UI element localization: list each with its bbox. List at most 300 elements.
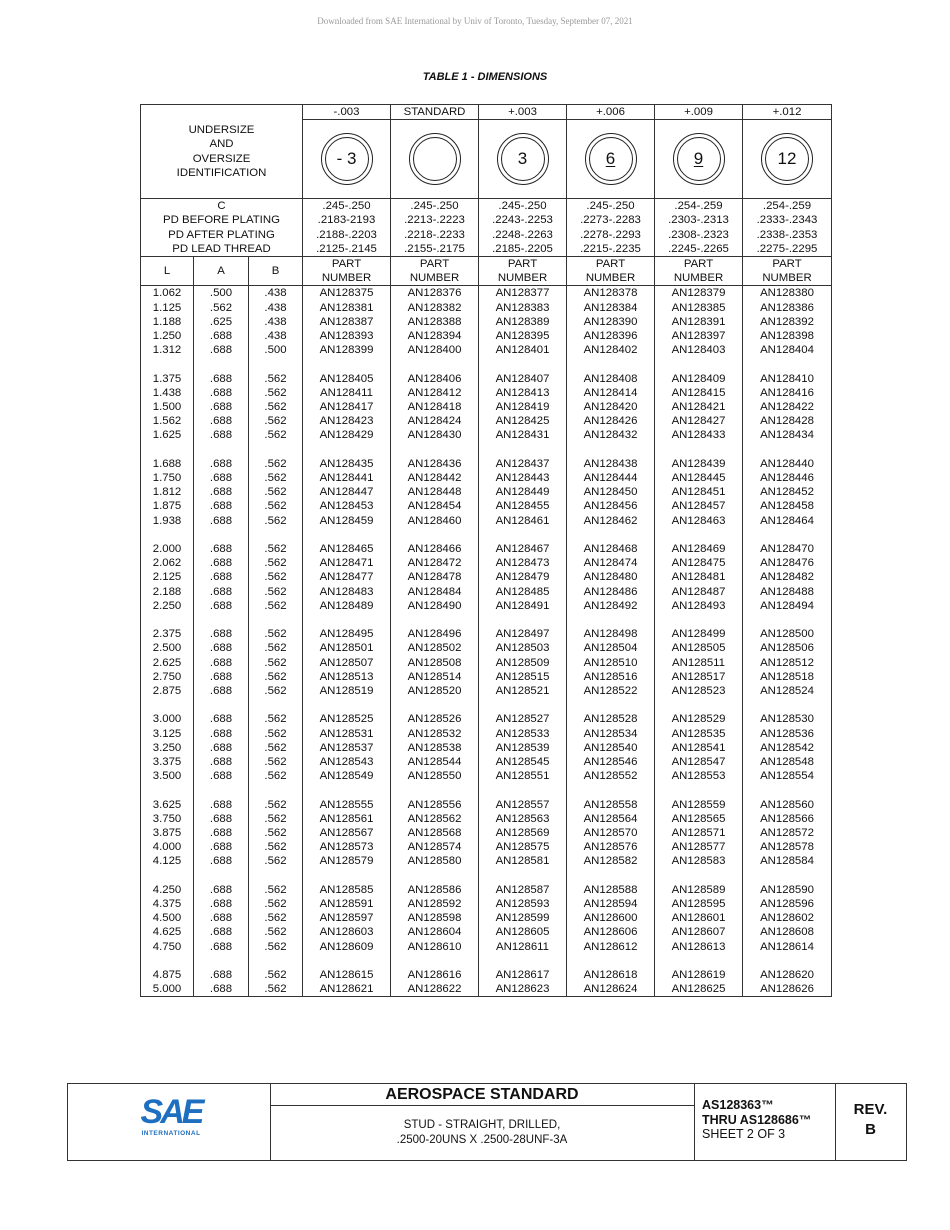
part-number: AN128571 [655,826,743,840]
part-number: AN128488 [743,585,832,599]
table-row [141,400,832,414]
size-mark-cell [479,120,567,199]
dim-a: .688 [194,798,249,812]
dim-l: 3.000 [141,712,194,726]
part-number: AN128444 [567,471,655,485]
dim-b: .562 [249,741,303,755]
dim-l: 1.875 [141,499,194,513]
part-number: AN128585 [303,883,391,897]
part-number: AN128451 [655,485,743,499]
part-number: AN128469 [655,542,743,556]
gap-cell [303,357,391,371]
dim-a: .688 [194,769,249,783]
dim-l: 2.125 [141,570,194,584]
gap-cell [479,357,567,371]
part-number: AN128462 [567,514,655,528]
part-number: AN128625 [655,982,743,997]
gap-cell [567,954,655,968]
part-number: AN128496 [391,627,479,641]
dim-a: .688 [194,570,249,584]
spec-value: .245-.250 [498,200,547,213]
part-number: AN128594 [567,897,655,911]
dim-a: .688 [194,471,249,485]
part-number: AN128378 [567,286,655,301]
part-number: AN128562 [391,812,479,826]
gap-cell [743,357,832,371]
part-number: AN128523 [655,684,743,698]
dim-b: .562 [249,514,303,528]
table-row [141,727,832,741]
dim-b: .562 [249,428,303,442]
dim-b: .562 [249,897,303,911]
part-number: AN128474 [567,556,655,570]
part-number: AN128614 [743,940,832,954]
part-number: AN128553 [655,769,743,783]
table-row [141,457,832,471]
part-header-line: NUMBER [762,272,812,285]
gap-cell [479,698,567,712]
dim-l: 4.625 [141,925,194,939]
part-number: AN128429 [303,428,391,442]
dim-a: .688 [194,428,249,442]
dim-l: 3.750 [141,812,194,826]
gap-cell [743,613,832,627]
gap-cell [567,698,655,712]
table-row [141,514,832,528]
part-number: AN128555 [303,798,391,812]
part-number: AN128519 [303,684,391,698]
part-number: AN128410 [743,372,832,386]
part-number: AN128443 [479,471,567,485]
identification-inner-circle [677,137,721,181]
spec-labels [141,199,303,257]
table-row [141,656,832,670]
spec-value: .2278-.2293 [580,228,641,241]
table-row [141,542,832,556]
part-number: AN128466 [391,542,479,556]
part-number: AN128556 [391,798,479,812]
gap-cell [391,698,479,712]
dim-b: .562 [249,556,303,570]
dim-b: .562 [249,769,303,783]
part-number: AN128461 [479,514,567,528]
dim-b: .562 [249,911,303,925]
part-number: AN128409 [655,372,743,386]
part-number: AN128533 [479,727,567,741]
part-number: AN128573 [303,840,391,854]
part-number: AN128398 [743,329,832,343]
part-number: AN128396 [567,329,655,343]
dim-l: 4.875 [141,968,194,982]
dim-b: .562 [249,386,303,400]
table-row [141,741,832,755]
dim-l: 1.500 [141,400,194,414]
spec-label: C [217,200,226,213]
dim-a: .688 [194,840,249,854]
dim-l: 1.062 [141,286,194,301]
dim-l: 3.375 [141,755,194,769]
part-number: AN128477 [303,570,391,584]
part-number: AN128579 [303,854,391,868]
part-header-line: NUMBER [673,272,724,285]
part-number: AN128616 [391,968,479,982]
table-row [141,684,832,698]
part-number: AN128403 [655,343,743,357]
size-label: +.009 [655,105,743,120]
gap-cell [141,783,194,797]
part-number: AN128593 [479,897,567,911]
table-row [141,911,832,925]
table-row [141,499,832,513]
part-number: AN128560 [743,798,832,812]
dim-l: 2.625 [141,656,194,670]
identification-circle-icon [497,133,549,185]
part-number: AN128545 [479,755,567,769]
part-number: AN128392 [743,315,832,329]
group-gap [141,869,832,883]
dim-l: 3.500 [141,769,194,783]
part-number: AN128453 [303,499,391,513]
size-label: +.006 [567,105,655,120]
dim-b: .562 [249,471,303,485]
table-row [141,897,832,911]
gap-cell [743,954,832,968]
gap-cell [303,443,391,457]
dim-l: 4.500 [141,911,194,925]
dim-l: 4.125 [141,854,194,868]
dim-b: .562 [249,542,303,556]
ident-line: UNDERSIZE [188,124,255,137]
table-row [141,840,832,854]
dim-l: 3.125 [141,727,194,741]
part-number: AN128468 [567,542,655,556]
col-header-part-number [743,257,832,286]
table-row [141,925,832,939]
part-number: AN128415 [655,386,743,400]
gap-cell [249,528,303,542]
spec-value: .245-.250 [322,200,371,213]
identification-mark: 12 [777,149,797,169]
size-mark-cell [743,120,832,199]
gap-cell [194,528,249,542]
dim-b: .562 [249,599,303,613]
sae-logo [136,1094,206,1144]
dim-l: 2.875 [141,684,194,698]
dim-b: .438 [249,329,303,343]
part-number: AN128421 [655,400,743,414]
part-number: AN128382 [391,301,479,315]
part-number: AN128547 [655,755,743,769]
dim-l: 1.688 [141,457,194,471]
dim-b: .562 [249,883,303,897]
gap-cell [479,528,567,542]
gap-cell [743,528,832,542]
part-number: AN128420 [567,400,655,414]
part-number: AN128499 [655,627,743,641]
part-number: AN128517 [655,670,743,684]
dim-l: 2.750 [141,670,194,684]
spec-value: .2125-.2145 [316,242,377,255]
ident-line: AND [209,138,234,151]
part-number: AN128512 [743,656,832,670]
part-number: AN128446 [743,471,832,485]
part-number: AN128622 [391,982,479,997]
standard-title: AEROSPACE STANDARD [270,1084,694,1106]
spec-label: PD AFTER PLATING [168,228,275,241]
part-number: AN128498 [567,627,655,641]
dim-b: .562 [249,727,303,741]
spec-value: .2185-.2205 [492,242,553,255]
dim-b: .562 [249,570,303,584]
part-number: AN128587 [479,883,567,897]
part-number: AN128525 [303,712,391,726]
part-number: AN128595 [655,897,743,911]
table-row [141,471,832,485]
part-number: AN128615 [303,968,391,982]
spec-values [743,199,832,257]
gap-cell [743,698,832,712]
part-number: AN128416 [743,386,832,400]
size-label: -.003 [303,105,391,120]
part-header-line: PART [419,258,450,271]
part-number: AN128400 [391,343,479,357]
table-row [141,343,832,357]
identification-inner-circle [413,137,457,181]
part-number: AN128473 [479,556,567,570]
part-number: AN128609 [303,940,391,954]
part-number: AN128432 [567,428,655,442]
dim-l: 1.375 [141,372,194,386]
part-number: AN128515 [479,670,567,684]
spec-value: .2248-.2263 [492,228,553,241]
dim-b: .562 [249,755,303,769]
part-header-line: NUMBER [585,272,636,285]
part-number: AN128388 [391,315,479,329]
identification-circle-icon [409,133,461,185]
document-range: THRU AS128686™ [702,1112,812,1127]
part-number: AN128597 [303,911,391,925]
dim-b: .562 [249,812,303,826]
dim-a: .688 [194,414,249,428]
sae-logo-sub: INTERNATIONAL [141,1130,201,1137]
dim-a: .688 [194,684,249,698]
dim-a: .688 [194,755,249,769]
part-number: AN128497 [479,627,567,641]
part-number: AN128549 [303,769,391,783]
table-row [141,798,832,812]
part-number: AN128561 [303,812,391,826]
part-number: AN128528 [567,712,655,726]
part-number: AN128620 [743,968,832,982]
part-number: AN128485 [479,585,567,599]
dim-a: .688 [194,897,249,911]
revision-value: B [865,1121,876,1138]
part-number: AN128442 [391,471,479,485]
table-row [141,556,832,570]
part-number: AN128508 [391,656,479,670]
gap-cell [303,954,391,968]
dim-l: 2.250 [141,599,194,613]
dim-l: 5.000 [141,982,194,997]
part-number: AN128535 [655,727,743,741]
gap-cell [141,528,194,542]
part-number: AN128463 [655,514,743,528]
gap-cell [655,783,743,797]
gap-cell [391,357,479,371]
identification-circle-icon [321,133,373,185]
dim-a: .688 [194,329,249,343]
part-number: AN128524 [743,684,832,698]
gap-cell [391,869,479,883]
part-number: AN128375 [303,286,391,301]
part-number: AN128559 [655,798,743,812]
dim-a: .688 [194,499,249,513]
download-note: Downloaded from SAE International by Univ of Toronto, Tuesday, September 07, 2021 [317,16,633,26]
table-row [141,670,832,684]
table-row [141,428,832,442]
dim-a: .688 [194,542,249,556]
sheet-number: SHEET 2 OF 3 [702,1127,786,1141]
table-row [141,968,832,982]
group-gap [141,698,832,712]
dim-l: 1.250 [141,329,194,343]
dim-a: .688 [194,925,249,939]
gap-cell [303,783,391,797]
gap-cell [303,613,391,627]
identification-circle-icon [585,133,637,185]
part-number: AN128584 [743,854,832,868]
part-number: AN128430 [391,428,479,442]
size-label: +.003 [479,105,567,120]
dim-b: .562 [249,457,303,471]
identification-mark: 6 [605,149,616,169]
part-number: AN128475 [655,556,743,570]
part-number: AN128513 [303,670,391,684]
part-number: AN128539 [479,741,567,755]
gap-cell [249,443,303,457]
part-number: AN128401 [479,343,567,357]
gap-cell [655,357,743,371]
dim-l: 1.188 [141,315,194,329]
col-header-a: A [194,257,249,286]
dim-b: .562 [249,826,303,840]
dim-b: .562 [249,656,303,670]
dim-a: .688 [194,670,249,684]
part-number: AN128472 [391,556,479,570]
part-number: AN128417 [303,400,391,414]
identification-circle-icon [673,133,725,185]
group-gap [141,783,832,797]
sae-logo-mark: SAE [140,1093,202,1131]
part-number: AN128402 [567,343,655,357]
table-row [141,372,832,386]
part-number: AN128601 [655,911,743,925]
part-number: AN128383 [479,301,567,315]
part-number: AN128581 [479,854,567,868]
group-gap [141,528,832,542]
part-number: AN128617 [479,968,567,982]
spec-value: .2188-.2203 [316,228,377,241]
spec-values [567,199,655,257]
dim-l: 1.938 [141,514,194,528]
dim-l: 1.750 [141,471,194,485]
col-header-part-number [655,257,743,286]
part-number: AN128447 [303,485,391,499]
spec-values [303,199,391,257]
identification-mark: 9 [693,149,704,169]
table-row [141,301,832,315]
part-number: AN128511 [655,656,743,670]
part-number: AN128619 [655,968,743,982]
size-mark-cell [391,120,479,199]
part-header-line: NUMBER [321,272,372,285]
dim-l: 2.500 [141,641,194,655]
part-number: AN128459 [303,514,391,528]
part-number: AN128592 [391,897,479,911]
gap-cell [479,954,567,968]
size-mark-cell [303,120,391,199]
dim-a: .688 [194,641,249,655]
dim-l: 2.375 [141,627,194,641]
gap-cell [743,783,832,797]
part-number: AN128521 [479,684,567,698]
part-number: AN128530 [743,712,832,726]
part-number: AN128604 [391,925,479,939]
spec-value: .2218-.2233 [404,228,465,241]
part-number: AN128450 [567,485,655,499]
part-number: AN128487 [655,585,743,599]
dim-a: .688 [194,727,249,741]
description-line: STUD - STRAIGHT, DRILLED, [403,1119,561,1131]
part-number: AN128624 [567,982,655,997]
part-number: AN128480 [567,570,655,584]
dim-b: .562 [249,840,303,854]
gap-cell [303,869,391,883]
part-number: AN128507 [303,656,391,670]
identification-mark: 3 [517,149,528,169]
gap-cell [567,783,655,797]
spec-value: .2308-.2323 [668,228,729,241]
part-number: AN128557 [479,798,567,812]
table-row [141,485,832,499]
part-number: AN128596 [743,897,832,911]
part-number: AN128516 [567,670,655,684]
description-line: .2500-20UNS X .2500-28UNF-3A [396,1134,568,1146]
dim-a: .688 [194,656,249,670]
dim-b: .562 [249,712,303,726]
identification-inner-circle [765,137,809,181]
part-number: AN128427 [655,414,743,428]
part-number: AN128449 [479,485,567,499]
part-number: AN128391 [655,315,743,329]
group-gap [141,954,832,968]
table-row [141,940,832,954]
part-number: AN128531 [303,727,391,741]
part-number: AN128600 [567,911,655,925]
gap-cell [479,869,567,883]
spec-value: .2213-.2223 [404,214,465,227]
table-row [141,585,832,599]
part-number: AN128509 [479,656,567,670]
dim-b: .562 [249,499,303,513]
part-number: AN128386 [743,301,832,315]
gap-cell [141,613,194,627]
part-number: AN128394 [391,329,479,343]
table-title: TABLE 1 - DIMENSIONS [422,71,548,83]
gap-cell [655,528,743,542]
part-number: AN128423 [303,414,391,428]
group-gap [141,357,832,371]
